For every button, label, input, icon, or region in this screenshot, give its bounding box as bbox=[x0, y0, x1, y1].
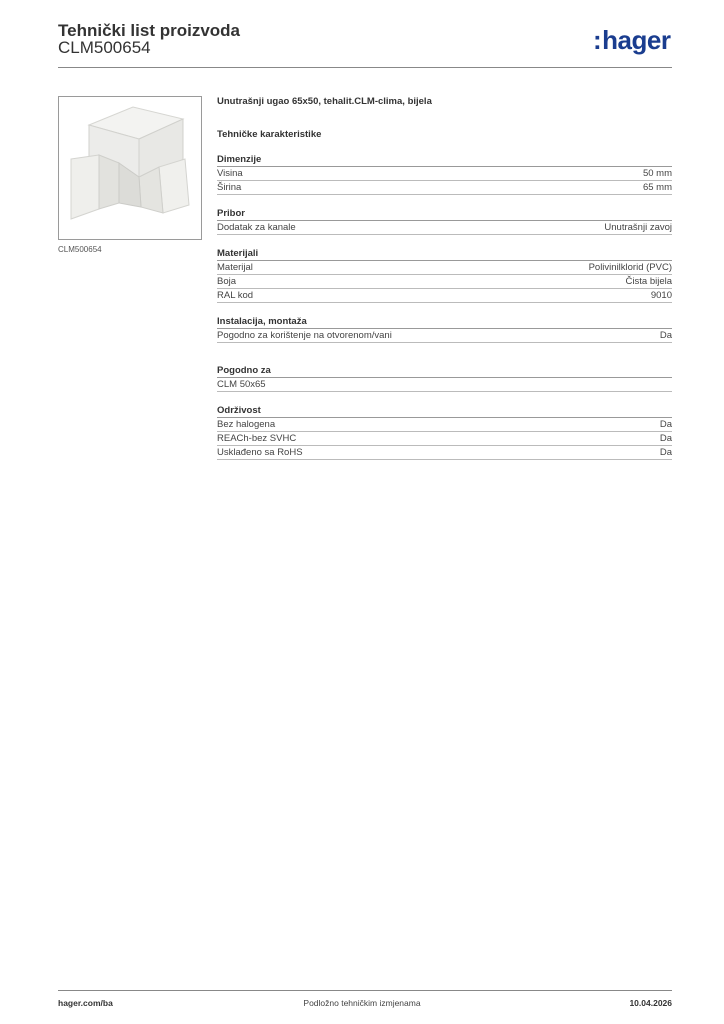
product-description: Unutrašnji ugao 65x50, tehalit.CLM-clima, bijela bbox=[217, 96, 432, 107]
hager-logo: :hager bbox=[593, 25, 671, 55]
image-caption: CLM500654 bbox=[58, 245, 102, 254]
spec-label: Usklađeno sa RoHS bbox=[217, 447, 303, 458]
spec-value: 65 mm bbox=[642, 182, 672, 193]
spec-value: 50 mm bbox=[642, 168, 672, 179]
spec-value: Unutrašnji zavoj bbox=[604, 222, 672, 233]
section-title: Pogodno za bbox=[217, 365, 672, 378]
spec-value: Da bbox=[659, 433, 672, 444]
footer-date: 10.04.2026 bbox=[629, 998, 672, 1008]
section-title: Pribor bbox=[217, 208, 672, 221]
spec-row bbox=[217, 221, 672, 235]
spec-label: RAL kod bbox=[217, 290, 254, 301]
section-odrzivost bbox=[217, 405, 672, 460]
footer-divider bbox=[58, 990, 672, 991]
section-pribor bbox=[217, 208, 672, 235]
spec-row bbox=[217, 378, 672, 392]
spec-label: REACh-bez SVHC bbox=[217, 433, 297, 444]
spec-label: Boja bbox=[217, 276, 237, 287]
spec-label: Materijal bbox=[217, 262, 253, 273]
spec-label: Pogodno za korištenje na otvorenom/vani bbox=[217, 330, 392, 341]
spec-row bbox=[217, 329, 672, 343]
product-image bbox=[58, 96, 202, 240]
spec-value: Polivinilklorid (PVC) bbox=[588, 262, 672, 273]
spec-row bbox=[217, 289, 672, 303]
spec-value: Da bbox=[659, 330, 672, 341]
section-materijali bbox=[217, 248, 672, 303]
spec-label: CLM 50x65 bbox=[217, 379, 266, 390]
spec-row bbox=[217, 167, 672, 181]
spec-row bbox=[217, 446, 672, 460]
page-title: Tehnički list proizvoda bbox=[58, 21, 240, 40]
spec-row bbox=[217, 432, 672, 446]
section-pogodno-za bbox=[217, 365, 672, 392]
section-title: Instalacija, montaža bbox=[217, 316, 672, 329]
spec-value: Da bbox=[659, 419, 672, 430]
spec-row bbox=[217, 275, 672, 289]
tech-characteristics-heading: Tehničke karakteristike bbox=[217, 129, 322, 140]
section-instalacija bbox=[217, 316, 672, 343]
section-title: Materijali bbox=[217, 248, 672, 261]
spec-row bbox=[217, 181, 672, 195]
spec-label: Visina bbox=[217, 168, 243, 179]
section-dimenzije bbox=[217, 154, 672, 195]
logo-text: hager bbox=[602, 25, 671, 55]
spec-row bbox=[217, 418, 672, 432]
spec-value: Da bbox=[659, 447, 672, 458]
spec-value: Čista bijela bbox=[625, 276, 672, 287]
section-title: Održivost bbox=[217, 405, 672, 418]
corner-piece-illustration bbox=[59, 97, 201, 239]
spec-row bbox=[217, 261, 672, 275]
spec-label: Bez halogena bbox=[217, 419, 276, 430]
footer-website: hager.com/ba bbox=[58, 998, 113, 1008]
spec-label: Širina bbox=[217, 182, 242, 193]
spec-value: 9010 bbox=[650, 290, 672, 301]
footer-notice: Podložno tehničkim izmjenama bbox=[303, 998, 421, 1008]
spec-label: Dodatak za kanale bbox=[217, 222, 296, 233]
header-divider bbox=[58, 67, 672, 68]
section-title: Dimenzije bbox=[217, 154, 672, 167]
product-code: CLM500654 bbox=[58, 38, 151, 57]
spec-content bbox=[217, 96, 672, 460]
